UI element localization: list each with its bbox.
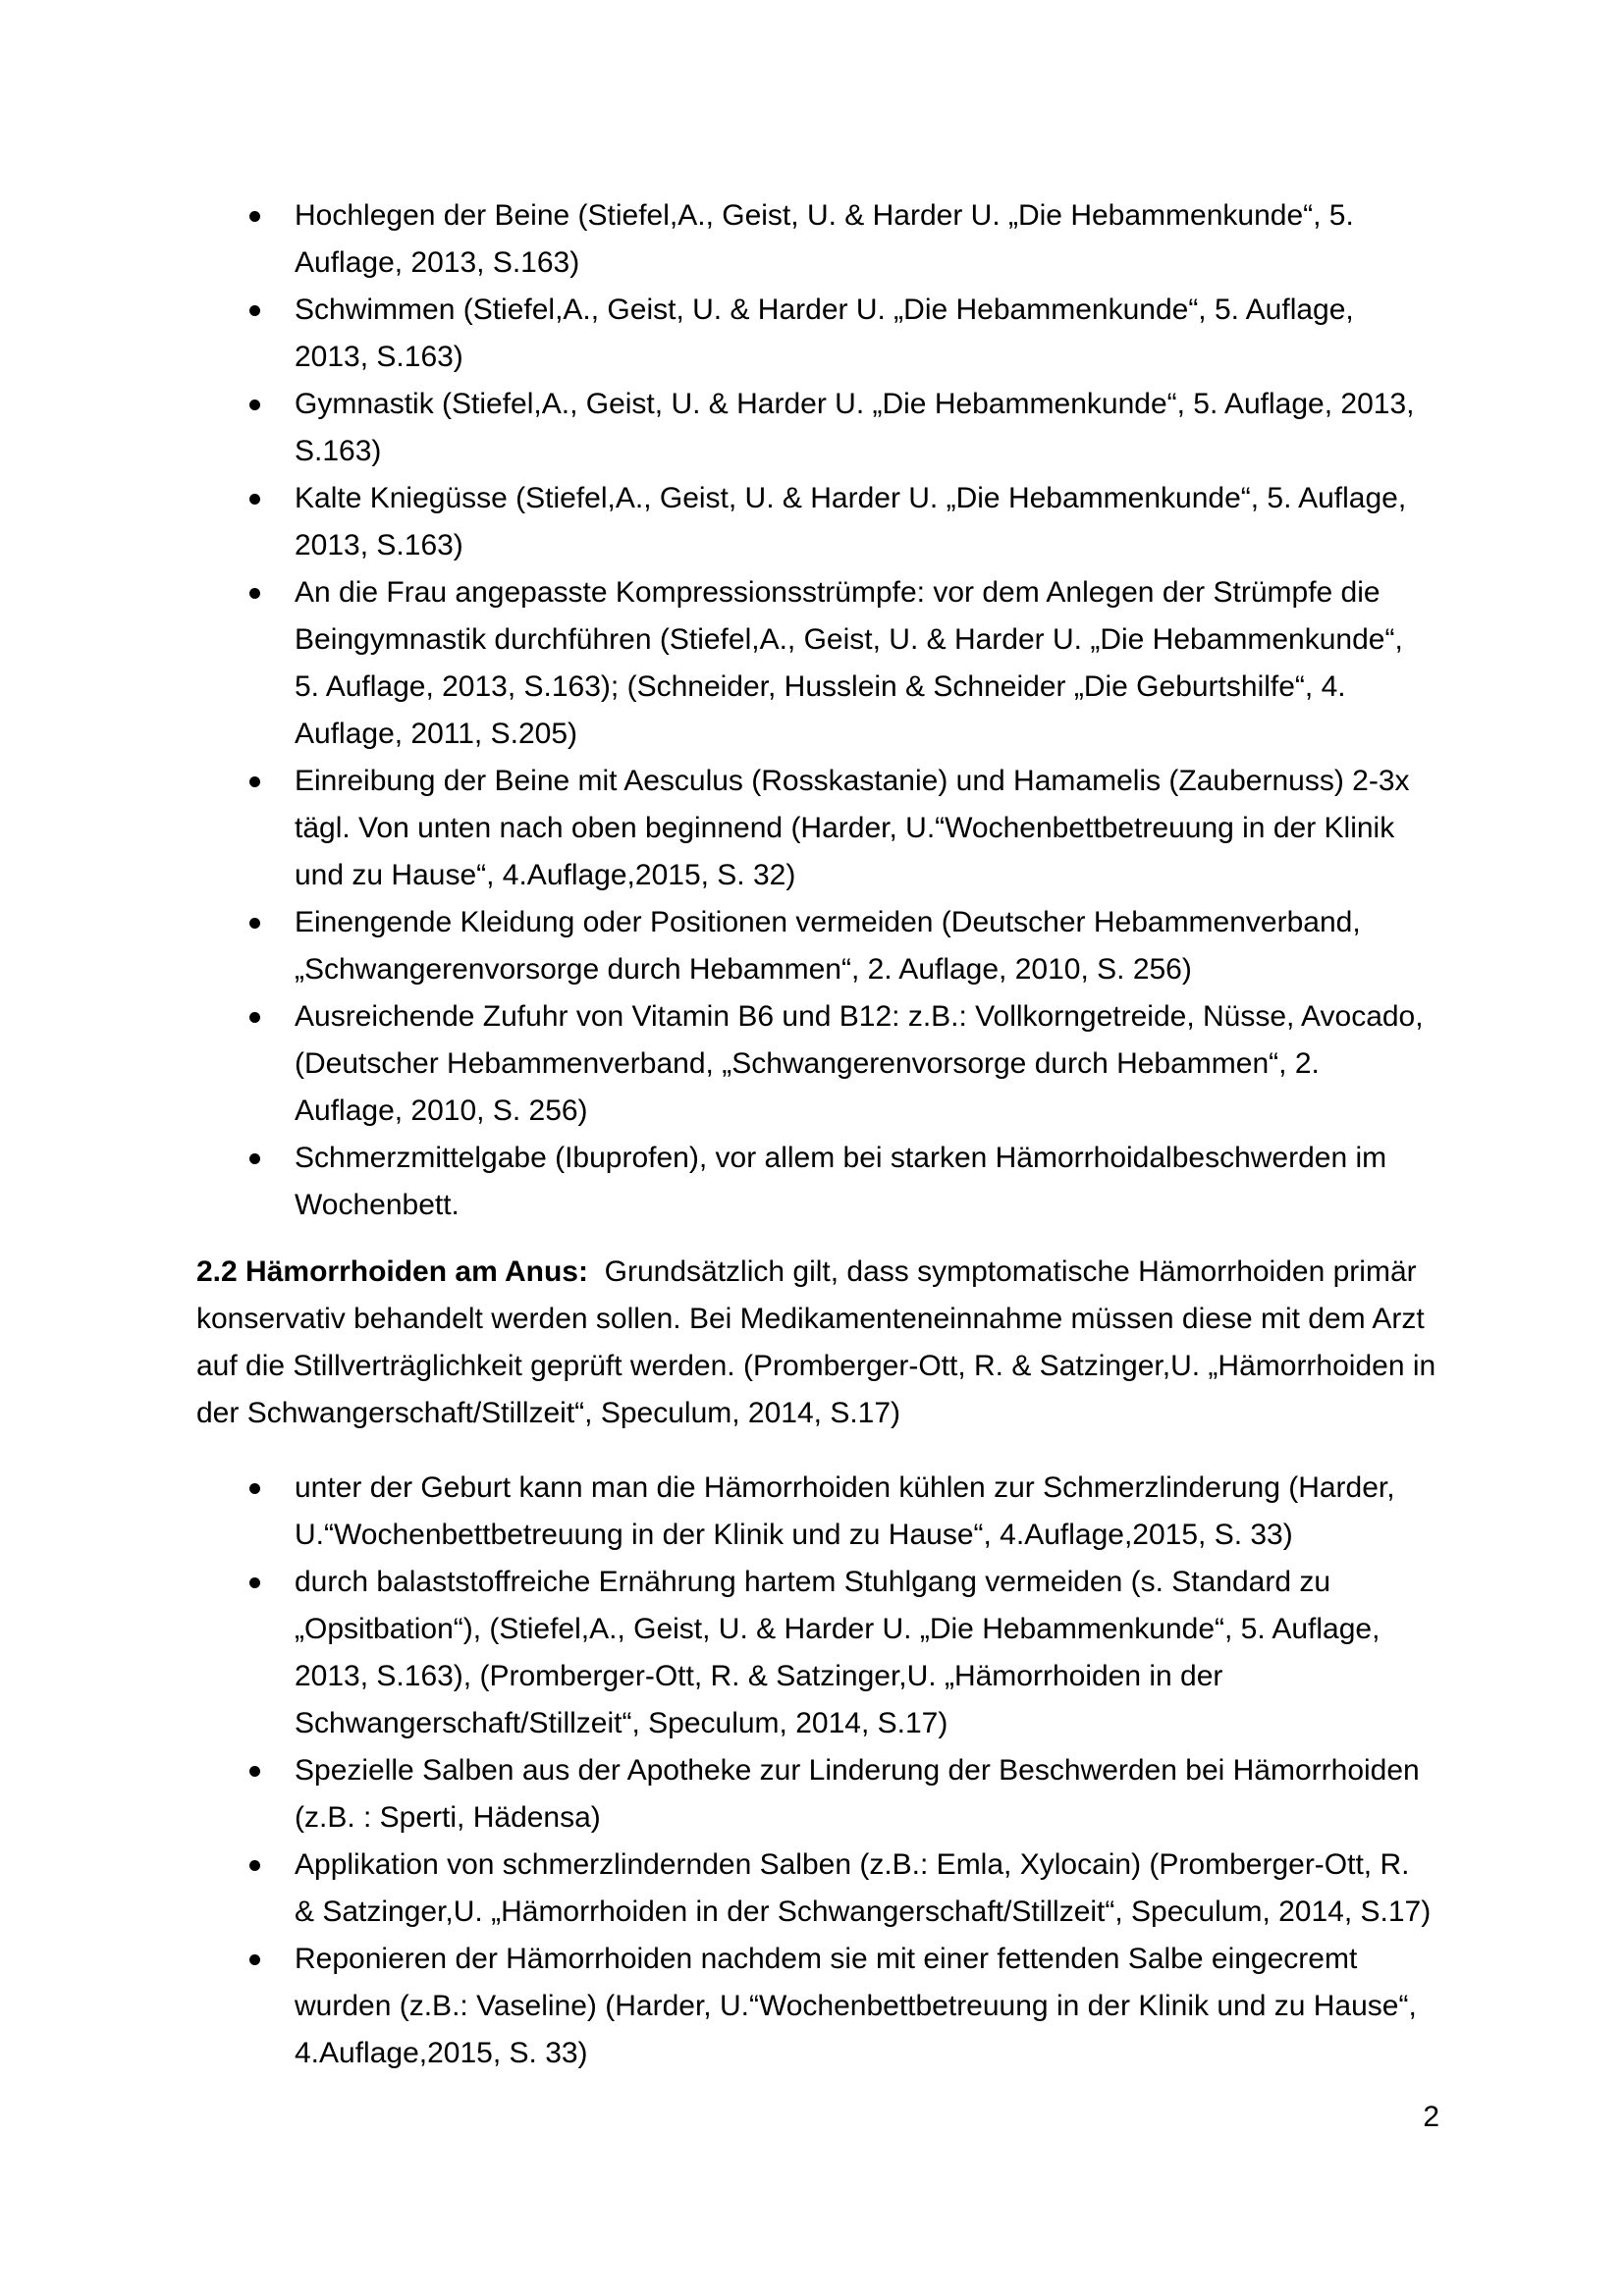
- list-item-text: An die Frau angepasste Kompressionsstrümpfe: vor dem Anlegen der Strümpfe die Beingymnastik durchführen (Stiefel,A., Geist, U. & Harder U. „Die Hebammenkunde“, 5. Auflage, 2013, S.163); (Schneider, Husslein & Schneider „Die Geburtshilfe“, 4. Auflage, 2011, S.205): [295, 576, 1403, 750]
- list-item-text: Gymnastik (Stiefel,A., Geist, U. & Harder U. „Die Hebammenkunde“, 5. Auflage, 2013, S.163): [295, 388, 1415, 467]
- list-item-text: Reponieren der Hämorrhoiden nachdem sie mit einer fettenden Salbe eingecremt wurden (z.B.: Vaseline) (Harder, U.“Wochenbettbetreuung in der Klinik und zu Hause“, 4.Auflage,2015, S. 33): [295, 1943, 1417, 2069]
- bullet-list-hemorrhoids: [0, 1465, 1434, 2077]
- list-item: [0, 899, 1434, 993]
- list-item: [0, 1559, 1434, 1747]
- bullet-list-measures: [0, 192, 1434, 1229]
- list-item-text: Ausreichende Zufuhr von Vitamin B6 und B12: z.B.: Vollkorngetreide, Nüsse, Avocado, (Deutscher Hebammenverband, „Schwangerenvorsorge durch Hebammen“, 2. Auflage, 2010, S. 256): [295, 1000, 1424, 1127]
- bullet-icon: [249, 211, 260, 222]
- bullet-icon: [249, 588, 260, 599]
- list-item-text: Hochlegen der Beine (Stiefel,A., Geist, U. & Harder U. „Die Hebammenkunde“, 5. Auflage, 2013, S.163): [295, 199, 1354, 279]
- list-item-text: Kalte Kniegüsse (Stiefel,A., Geist, U. & Harder U. „Die Hebammenkunde“, 5. Auflage, 2013, S.163): [295, 482, 1407, 561]
- list-item: [0, 381, 1434, 475]
- list-item-text: Schwimmen (Stiefel,A., Geist, U. & Harder U. „Die Hebammenkunde“, 5. Auflage, 2013, S.163): [295, 294, 1354, 373]
- list-item-text: unter der Geburt kann man die Hämorrhoiden kühlen zur Schmerzlinderung (Harder, U.“Wochenbettbetreuung in der Klinik und zu Hause“, 4.Auflage,2015, S. 33): [295, 1471, 1395, 1551]
- list-item: [0, 569, 1434, 758]
- bullet-icon: [249, 776, 260, 787]
- list-item: [0, 192, 1434, 287]
- bullet-icon: [249, 1153, 260, 1164]
- bullet-icon: [249, 400, 260, 410]
- list-item: [0, 1936, 1434, 2077]
- list-item-text: Einengende Kleidung oder Positionen vermeiden (Deutscher Hebammenverband, „Schwangerenvorsorge durch Hebammen“, 2. Auflage, 2010, S. 256): [295, 906, 1361, 986]
- list-item: [0, 993, 1434, 1135]
- list-item-text: Spezielle Salben aus der Apotheke zur Linderung der Beschwerden bei Hämorrhoiden (z.B. : Sperti, Hädensa): [295, 1754, 1420, 1834]
- bullet-icon: [249, 494, 260, 505]
- list-item: [0, 1842, 1434, 1936]
- list-item-text: Einreibung der Beine mit Aesculus (Rosskastanie) und Hamamelis (Zaubernuss) 2-3x tägl. Von unten nach oben beginnend (Harder, U.“Wochenbettbetreuung in der Klinik und zu Hause“, 4.Auflage,2015, S. 32): [295, 765, 1410, 891]
- bullet-icon: [249, 1766, 260, 1777]
- section-paragraph: [196, 1249, 1453, 1437]
- bullet-icon: [249, 305, 260, 316]
- list-item: [0, 758, 1434, 899]
- page-number: 2: [1423, 2101, 1439, 2133]
- section-text: Grundsätzlich gilt, dass symptomatische Hämorrhoiden primär konservativ behandelt werden sollen. Bei Medikamenteneinnahme müssen diese mit dem Arzt auf die Stillverträglichkeit geprüft werden. (Promberger-Ott, R. & Satzinger,U. „Hämorrhoiden in der Schwangerschaft/Stillzeit“, Speculum, 2014, S.17): [196, 1255, 1436, 1429]
- list-item-text: Schmerzmittelgabe (Ibuprofen), vor allem bei starken Hämorrhoidalbeschwerden im Wochenbett.: [295, 1142, 1387, 1221]
- bullet-icon: [249, 1483, 260, 1494]
- list-item-text: Applikation von schmerzlindernden Salben (z.B.: Emla, Xylocain) (Promberger-Ott, R. & Satzinger,U. „Hämorrhoiden in der Schwangerschaft/Stillzeit“, Speculum, 2014, S.17): [295, 1848, 1432, 1928]
- bullet-icon: [249, 1954, 260, 1965]
- bullet-icon: [249, 918, 260, 929]
- bullet-icon: [249, 1577, 260, 1588]
- list-item: [0, 1465, 1434, 1559]
- list-item: [0, 1747, 1434, 1842]
- list-item: [0, 475, 1434, 569]
- section-heading: 2.2 Hämorrhoiden am Anus:: [196, 1255, 588, 1288]
- bullet-icon: [249, 1012, 260, 1023]
- list-item-text: durch balaststoffreiche Ernährung hartem Stuhlgang vermeiden (s. Standard zu „Opsitbation“), (Stiefel,A., Geist, U. & Harder U. „Die Hebammenkunde“, 5. Auflage, 2013, S.163), (Promberger-Ott, R. & Satzinger,U. „Hämorrhoiden in der Schwangerschaft/Stillzeit“, Speculum, 2014, S.17): [295, 1566, 1380, 1739]
- list-item: [0, 287, 1434, 381]
- list-item: [0, 1135, 1434, 1229]
- bullet-icon: [249, 1860, 260, 1871]
